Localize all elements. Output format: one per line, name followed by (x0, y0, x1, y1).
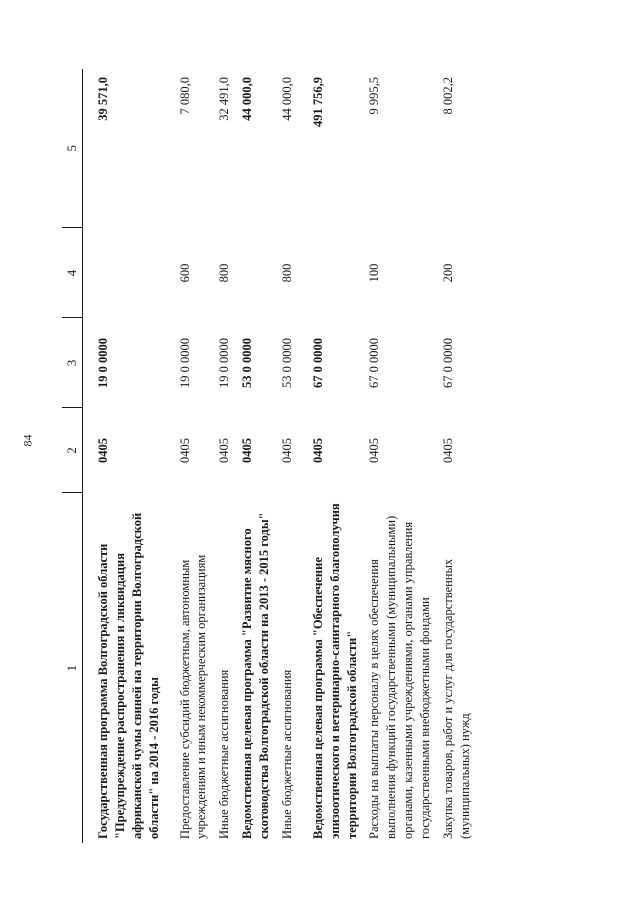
row-section-code: 0405 (240, 438, 255, 463)
header-col-1: 1 (62, 493, 83, 843)
row-name: Закупка товаров, работ и услуг для государственных (муниципальных) нужд (440, 558, 472, 839)
header-col-3: 3 (62, 318, 83, 408)
row-section-code: 0405 (96, 438, 110, 463)
row-name: Ведомственная целевая программа "Развитие мясного скотоводства Волгоградской области на 2013 - 2015 годы" (240, 512, 271, 839)
row-section-code: 0405 (279, 438, 294, 463)
table-row (91, 69, 165, 843)
row-expense-type (306, 228, 363, 318)
row-target-article: 67 0 0000 (310, 338, 325, 388)
row-amount: 39 571,0 (96, 77, 110, 121)
row-section-code: 0405 (310, 438, 325, 463)
table-row (212, 69, 235, 843)
row-section-code: 0405 (367, 438, 382, 463)
header-col-5: 5 (62, 69, 83, 228)
table-row (306, 69, 363, 843)
row-target-article: 67 0 0000 (367, 338, 382, 388)
row-expense-type (235, 228, 275, 318)
row-name: Иные бюджетные ассигнования (217, 669, 232, 839)
row-amount: 32 491,0 (217, 77, 232, 121)
row-expense-type: 600 (177, 263, 192, 283)
row-name: Иные бюджетные ассигнования (279, 669, 294, 839)
table-row (362, 69, 436, 843)
row-amount: 8 002,2 (440, 77, 455, 115)
row-name: Предоставление субсидий бюджетным, автономным учреждениям и иным некоммерческим организациям (177, 554, 209, 839)
row-target-article: 19 0 0000 (217, 338, 232, 388)
page-number: 84 (20, 434, 35, 447)
row-target-article: 53 0 0000 (279, 338, 294, 388)
row-target-article: 19 0 0000 (177, 338, 192, 388)
row-expense-type: 200 (440, 263, 455, 283)
header-col-4: 4 (62, 228, 83, 318)
row-amount: 44 000,0 (240, 77, 255, 121)
table-row (436, 69, 476, 843)
row-section-code: 0405 (177, 438, 192, 463)
row-amount: 9 995,5 (367, 77, 382, 115)
row-expense-type: 800 (279, 263, 294, 283)
budget-table-container (62, 69, 602, 843)
table-row (275, 69, 298, 843)
header-col-2: 2 (62, 408, 83, 493)
row-amount: 44 000,0 (279, 77, 294, 121)
row-amount: 7 080,0 (177, 77, 192, 115)
row-name: Государственная программа Волгоградской области "Предупреждение распространения и ликвидация африканской чумы свиней на территории Волгоградской области" на 2014 - 2016 годы (96, 512, 161, 839)
row-amount: 491 756,9 (310, 77, 325, 127)
row-target-article: 19 0 0000 (96, 338, 110, 388)
table-header-row (62, 69, 83, 843)
row-expense-type (91, 228, 165, 318)
table-row (235, 69, 275, 843)
row-name: Ведомственная целевая программа "Обеспечение эпизоотического и ветеринарно-санитарного благополучия территории Волгоградской области" (310, 503, 359, 839)
row-target-article: 53 0 0000 (240, 338, 255, 388)
budget-table (62, 69, 476, 843)
row-name: Расходы на выплаты персоналу в целях обеспечения выполнения функций государственными (муниципальными) органами, казенными учреждениями, органами управления государственными внебюджетными фондами (367, 515, 432, 839)
row-section-code: 0405 (440, 438, 455, 463)
row-expense-type: 800 (217, 263, 232, 283)
table-row (173, 69, 213, 843)
row-target-article: 67 0 0000 (440, 338, 455, 388)
row-expense-type: 100 (367, 263, 382, 283)
row-section-code: 0405 (217, 438, 232, 463)
